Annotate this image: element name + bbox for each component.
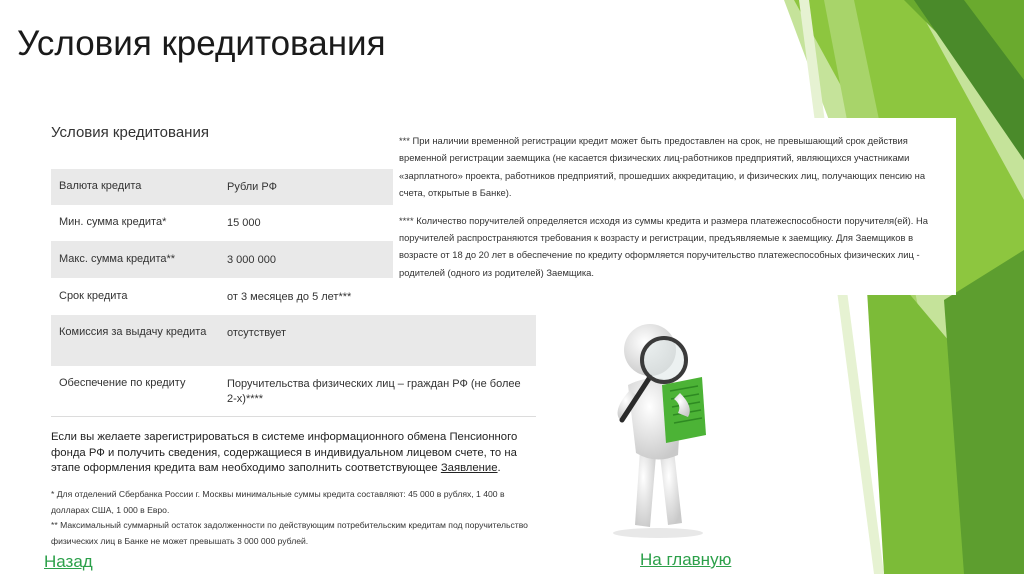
panel-heading: Условия кредитования: [51, 124, 209, 141]
row-value: 15 000: [227, 217, 261, 229]
footnotes: [51, 487, 541, 549]
row-label: Мин. сумма кредита*: [59, 216, 167, 228]
info-end: .: [497, 462, 501, 474]
table-row: [51, 315, 536, 366]
table-row: [51, 366, 536, 416]
row-value: 3 000 000: [227, 254, 276, 266]
row-value: Рубли РФ: [227, 181, 277, 193]
row-value: Поручительства физических лиц – граждан РФ (не более 2-х)****: [227, 378, 521, 405]
slide-title: Условия кредитования: [17, 24, 386, 63]
row-label: Макс. сумма кредита**: [59, 253, 176, 265]
pension-fund-info: [51, 430, 536, 477]
row-label: Комиссия за выдачу кредита: [59, 326, 207, 338]
footnotes-panel: [393, 118, 956, 295]
row-label: Срок кредита: [59, 290, 128, 302]
info-text: Если вы желаете зарегистрироваться в системе информационного обмена Пенсионного фонда РФ и получить сведения, содержащиеся в индивидуальном лицевом счете, то на этапе оформления кредита вам необходимо заполнить соответствующее: [51, 431, 518, 474]
row-label: Обеспечение по кредиту: [59, 377, 186, 389]
row-value: отсутствует: [227, 327, 287, 339]
footnote-2: ** Максимальный суммарный остаток задолженности по действующим потребительским кредитам под поручительство физических лиц в Банке не может превышать 3 000 000 рублей.: [51, 520, 528, 546]
divider: [51, 416, 536, 417]
back-link[interactable]: Назад: [44, 552, 93, 571]
footnote-4: **** Количество поручителей определяется исходя из суммы кредита и размера платежеспособности поручителя(ей). На поручителей распространяются требования к возрасту и регистрации, предъявляемые к заемщику. Для Заемщиков в возрасте от 18 до 20 лет в обеспечение по кредиту оформляется поручительство платежеспособных физических лиц - родителей (одного из родителей) Заемщика.: [399, 214, 928, 278]
row-label: Валюта кредита: [59, 180, 142, 192]
application-link[interactable]: Заявление: [440, 462, 498, 474]
row-value: от 3 месяцев до 5 лет***: [227, 291, 352, 303]
footnote-1: * Для отделений Сбербанка России г. Москвы минимальные суммы кредита составляют: 45 000 в рублях, 1 400 в долларах США, 1 000 в Евро.: [51, 489, 505, 515]
footnote-3: *** При наличии временной регистрации кредит может быть предоставлен на срок, не превышающий срок действия временной регистрации заемщика (не касается физических лиц-работников предприятий, являющихся участниками «зарплатного» проекта, работников предприятий, прошедших аккредитацию, и физических лиц, получающих пенсию на счета, открытые в Банке).: [399, 135, 926, 199]
home-link[interactable]: На главную: [640, 550, 732, 569]
magnifier-figure-illustration: [590, 315, 730, 540]
